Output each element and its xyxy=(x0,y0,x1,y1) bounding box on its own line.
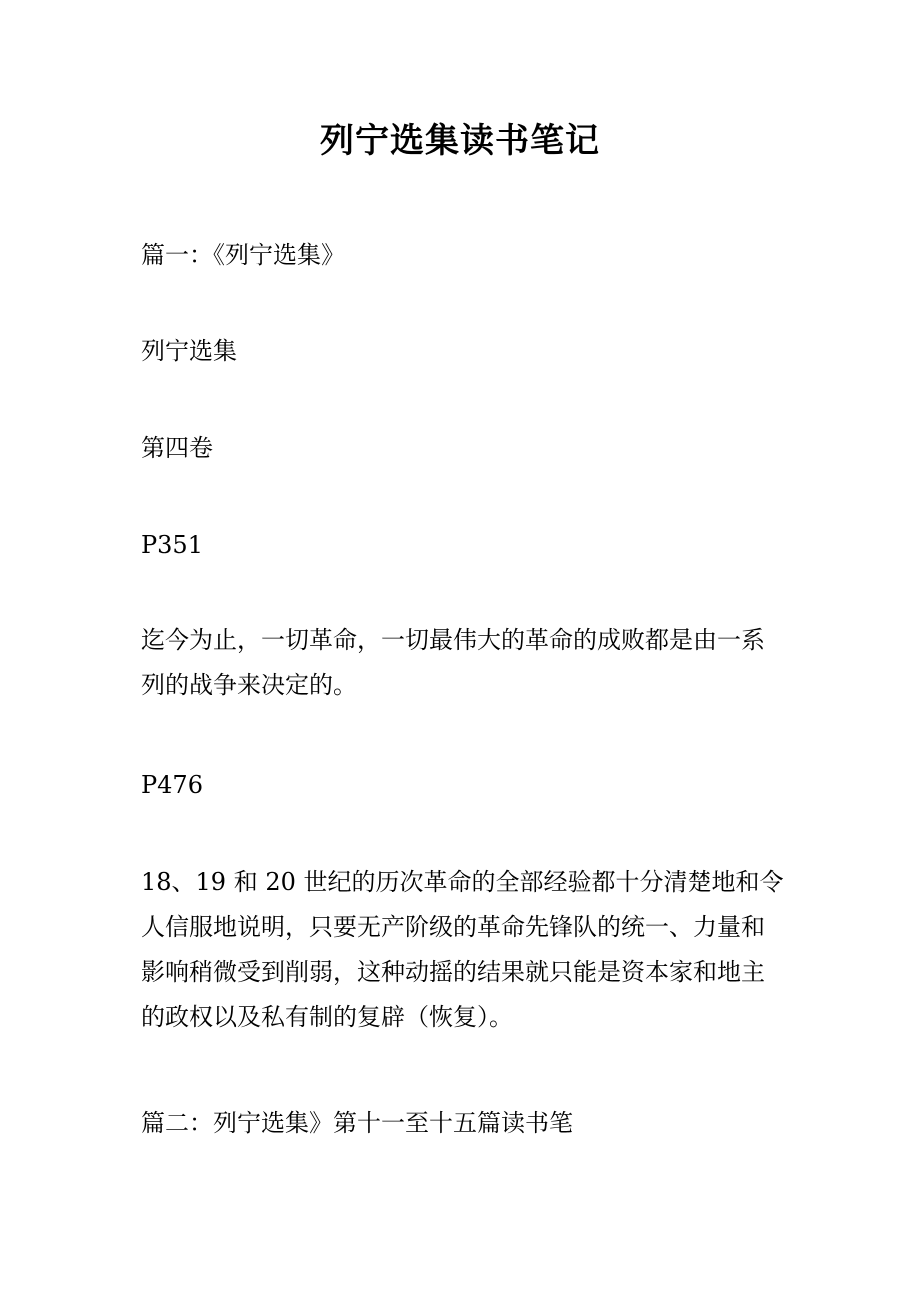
quote-2-line: 影响稍微受到削弱，这种动摇的结果就只能是资本家和地主 xyxy=(141,958,765,986)
book-name: 列宁选集 xyxy=(141,337,237,365)
section-heading-2: 篇二：列宁选集》第十一至十五篇读书笔 xyxy=(141,1109,573,1137)
quote-2-line: 人信服地说明，只要无产阶级的革命先锋队的统一、力量和 xyxy=(141,913,765,941)
quote-2-line: 的政权以及私有制的复辟（恢复）。 xyxy=(141,1003,513,1031)
document-title: 列宁选集读书笔记 xyxy=(320,121,600,161)
quote-1-line: 列的战争来决定的。 xyxy=(141,671,357,699)
section-heading-1: 篇一：《列宁选集》 xyxy=(141,241,345,269)
page-reference-1: P351 xyxy=(141,531,203,559)
volume-label: 第四卷 xyxy=(141,434,213,462)
quote-2-line: 18、19 和 20 世纪的历次革命的全部经验都十分清楚地和令 xyxy=(141,868,784,896)
quote-1-line: 迄今为止，一切革命，一切最伟大的革命的成败都是由一系 xyxy=(141,626,765,654)
page-reference-2: P476 xyxy=(141,771,203,799)
quote-paragraph-2 xyxy=(141,860,786,1040)
quote-paragraph-1 xyxy=(141,618,786,708)
